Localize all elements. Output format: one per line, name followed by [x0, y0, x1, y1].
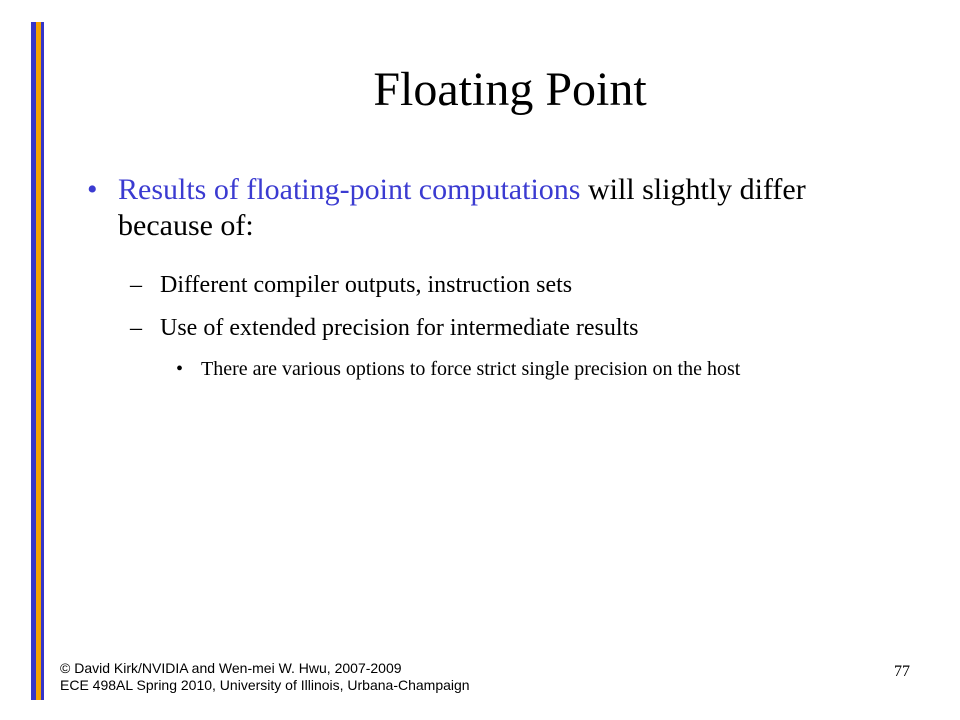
slide-number: 77	[894, 663, 910, 680]
slide-title: Floating Point	[373, 63, 647, 116]
sub-bullet-marker: –	[130, 315, 142, 341]
footer-course: ECE 498AL Spring 2010, University of Illinois, Urbana-Champaign	[60, 677, 470, 693]
footer-credits	[60, 660, 470, 694]
sub-bullet-marker: –	[130, 272, 142, 298]
bullet-marker: •	[87, 173, 98, 206]
sub-bullet-text: Use of extended precision for intermediate results	[160, 315, 639, 341]
sub-sub-bullet-text: There are various options to force strict single precision on the host	[201, 358, 741, 380]
footer-copyright: © David Kirk/NVIDIA and Wen-mei W. Hwu, 2007-2009	[60, 660, 402, 676]
left-border-stripe-blue-inner	[41, 22, 44, 700]
sub-sub-bullet-marker: •	[176, 358, 184, 380]
sub-bullet-text: Different compiler outputs, instruction sets	[160, 272, 573, 298]
main-bullet-text	[118, 172, 888, 244]
main-bullet-highlight: Results of floating-point computations	[118, 173, 581, 206]
main-bullet-rest: will slightly differ because of:	[118, 173, 806, 242]
